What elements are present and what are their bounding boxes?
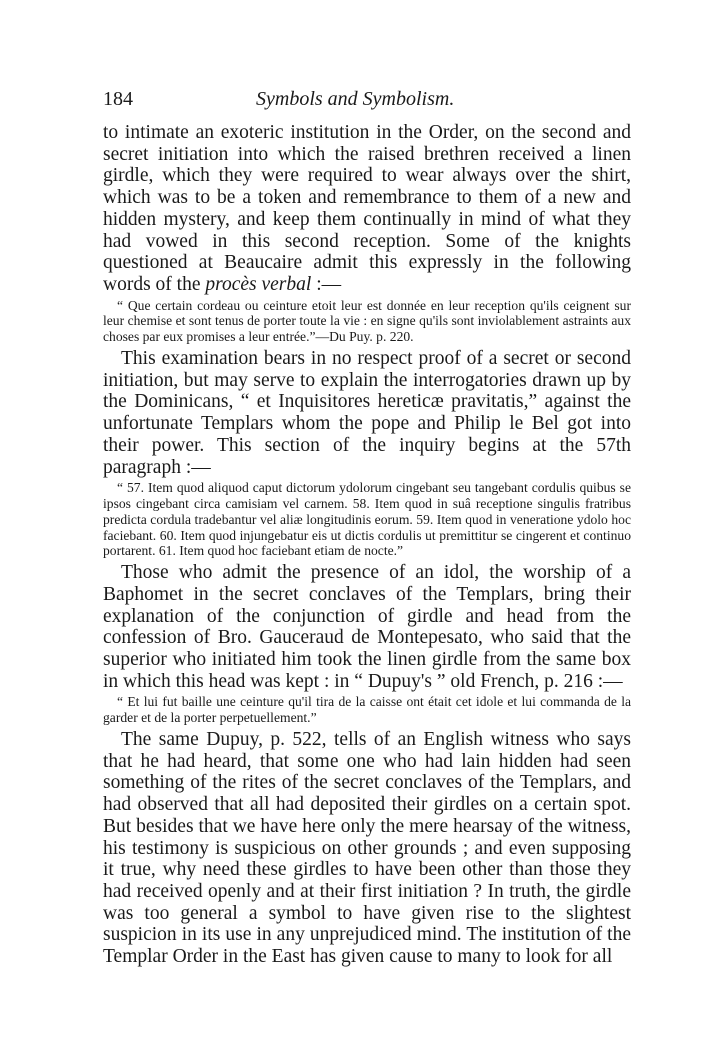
- block-quote-dupuy: “ Et lui fut baille une ceinture qu'il tira de la caisse ont était cet idole et lui commanda de la garder et de la porter perpetuellement.”: [103, 694, 631, 726]
- emphasis-proces-verbal: procès verbal: [205, 273, 312, 295]
- page-body: [103, 122, 631, 968]
- running-title: Symbols and Symbolism.: [256, 88, 455, 110]
- paragraph-continued: [103, 122, 631, 296]
- paragraph-examination: This examination bears in no respect proof of a secret or second initiation, but may serve to explain the interrogatories drawn up by the Dominicans, “ et Inquisitores hereticæ pravitatis,” against the unfortunate Templars whom the pope and Philip le Bel got into their power. This section of the inquiry begins at the 57th paragraph :—: [103, 348, 631, 478]
- paragraph-idol: Those who admit the presence of an idol, the worship of a Baphomet in the secret conclaves of the Templars, bring their explanation of the conjunction of girdle and head from the confession of Bro. Gauceraud de Montepesato, who said that the superior who initiated him took the linen girdle from the same box in which this head was kept : in “ Dupuy's ” old French, p. 216 :—: [103, 562, 631, 692]
- paragraph-dupuy: The same Dupuy, p. 522, tells of an English witness who says that he had heard, that some one who had lain hidden had seen something of the rites of the secret conclaves of the Templars, and had observed that all had deposited their girdles on a certain spot. But besides that we have here only the mere hearsay of the witness, his testimony is suspicious on other grounds ; and even supposing it true, why need these girdles to have been other than those they had received openly and at their first initiation ? In truth, the girdle was too general a symbol to have given rise to the slightest suspicion in its use in any unprejudiced mind. The institution of the Templar Order in the East has given cause to many to look for all: [103, 729, 631, 968]
- page-number: 184: [103, 88, 133, 110]
- block-quote-french: “ Que certain cordeau ou ceinture etoit leur est donnée en leur reception qu'ils ceignent sur leur chemise et sont tenus de porter toute la vie : en signe qu'ils sont inviolablement astraints aux choses par eux promises a leur entrée.”—Du Puy. p. 220.: [103, 297, 631, 345]
- paragraph-text-end: :—: [311, 273, 342, 295]
- page-header: [103, 88, 631, 114]
- paragraph-text: to intimate an exoteric institution in the Order, on the second and secret initiation into which the raised brethren received a linen girdle, which they were required to wear always over the shirt, which was to be a token and remembrance to them of a new and hidden mystery, and keep them continually in mind of what they had vowed in this second reception. Some of the knights questioned at Beaucaire admit this expressly in the following words of the: [103, 122, 631, 295]
- block-quote-latin: “ 57. Item quod aliquod caput dictorum ydolorum cingebant seu tangebant cordulis quibus se ipsos cingebant circa camisiam vel carnem. 58. Item quod in suâ receptione singulis fratribus predicta cordula tradebantur vel aliæ longitudinis eorum. 59. Item quod in veneratione ydolo hoc faciebant. 60. Item quod injungebatur eis ut dictis cordulis ut premittitur se cingerent et continuo portarent. 61. Item quod hoc faciebant etiam de nocte.”: [103, 480, 631, 559]
